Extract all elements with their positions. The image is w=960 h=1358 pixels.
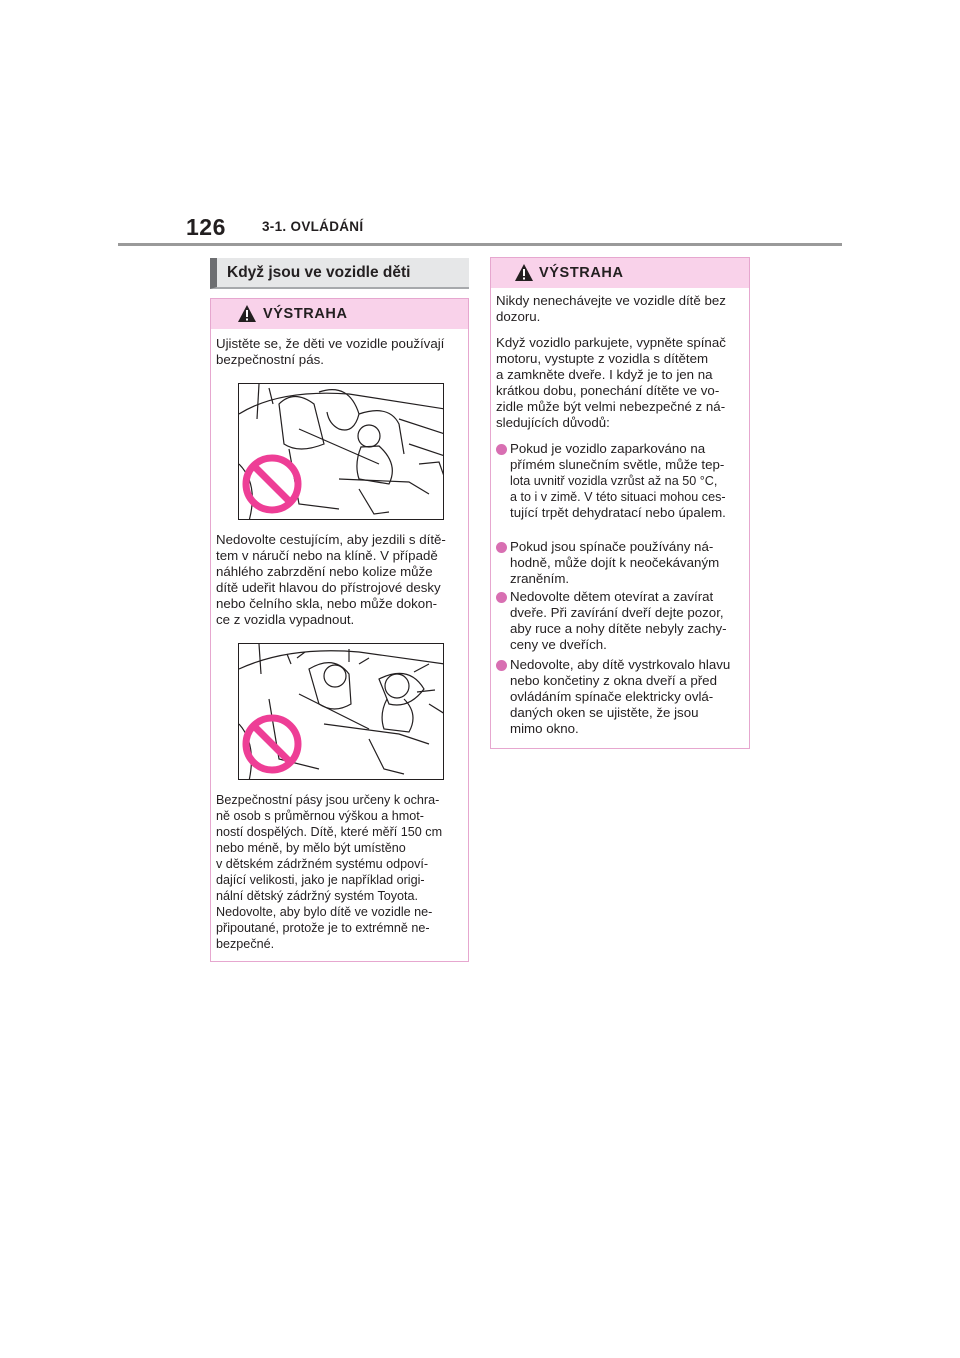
- paragraph-parking: Když vozidlo parkujete, vypněte spínač motoru, vystupte z vozidla s dítětem a zamkněte dveře. I když je to jen na krátkou dobu, ponechání dítěte ve vo- zidle může být velmi nebezpečné z ná- sledujících důvodů:: [496, 335, 726, 430]
- intro-paragraph: Ujistěte se, že děti ve vozidle používají bezpečnostní pás.: [216, 336, 445, 367]
- warning-label: VÝSTRAHA: [263, 306, 348, 322]
- bullet-dot-icon: [496, 542, 507, 553]
- warning-header: [491, 258, 749, 288]
- paragraph-lap-warning: Nedovolte cestujícím, aby jezdili s dítě- tem v náručí nebo na klíně. V případě náhlého zabrzdění nebo kolize může dítě udeřit hlavou do přístrojové desky nebo čelního skla, nebo může dokon- ce z vozidla vypadnout.: [216, 532, 446, 627]
- header-rule: [118, 243, 842, 246]
- section-heading: Když jsou ve vozidle děti: [227, 264, 411, 281]
- prohibition-icon: [246, 718, 298, 770]
- section-heading-bar: [210, 258, 469, 289]
- prohibition-icon: [246, 458, 298, 510]
- bullet-dot-icon: [496, 660, 507, 671]
- warning-header: [211, 299, 468, 329]
- paragraph-seatbelt-height: Bezpečnostní pásy jsou určeny k ochra- ně osob s průměrnou výškou a hmot- ností dospělých. Dítě, které měří 150 cm nebo méně, by mělo být umístěno v dětském zádržném systému odpoví- dající velikosti, jako je například origi- nální dětský zádržný systém Toyota. Nedovolte, aby bylo dítě ve vozidle ne- připoutané, protože je to extrémně ne- bezpečné.: [216, 793, 443, 951]
- warning-label: VÝSTRAHA: [539, 265, 624, 281]
- section-title: 3-1. OVLÁDÁNÍ: [262, 219, 364, 234]
- illustration-child-lap: [238, 383, 444, 520]
- warning-triangle-icon: [514, 263, 534, 282]
- illustration-child-collision: [238, 643, 444, 780]
- warning-triangle-icon: [237, 304, 257, 323]
- bullet-dot-icon: [496, 592, 507, 603]
- page-number: 126: [186, 214, 226, 240]
- warning-box-right: VÝSTRAHA Nikdy nenechávejte ve vozidle dítě bez dozoru. Když vozidlo parkujete, vypněte spínač motoru, vystupte z vozidla s dítětem a zamkněte dveře. I když je to jen na krátkou dobu, ponechání dítěte ve vo- zidle může být velmi nebezpečné z ná- sledujících důvodů: Pokud je vozidlo zaparkováno na přímém slunečním světle, může tep- lota uvnitř vozidla vzrůst až na 50 °C, a to i v zimě. V této situaci mohou ces- tující trpět dehydratací nebo úpalem. Pokud jsou spínače používány ná- hodně, může dojít k neočekávaným zraněním. Nedovolte dětem otevírat a zavírat dveře. Při zavírání dveří dejte pozor, aby ruce a nohy dítěte nebyly zachy- ceny ve dveřích. Nedovolte, aby dítě vystrkovalo hlavu nebo končetiny z okna dveří a před ovládáním spínače elektricky ovlá- daných oken se ujistěte, že jsou mimo okno.: [490, 257, 750, 749]
- warning-box-left: [210, 298, 469, 962]
- bullet-dot-icon: [496, 444, 507, 455]
- paragraph-unattended: Nikdy nenechávejte ve vozidle dítě bez dozoru.: [496, 293, 726, 324]
